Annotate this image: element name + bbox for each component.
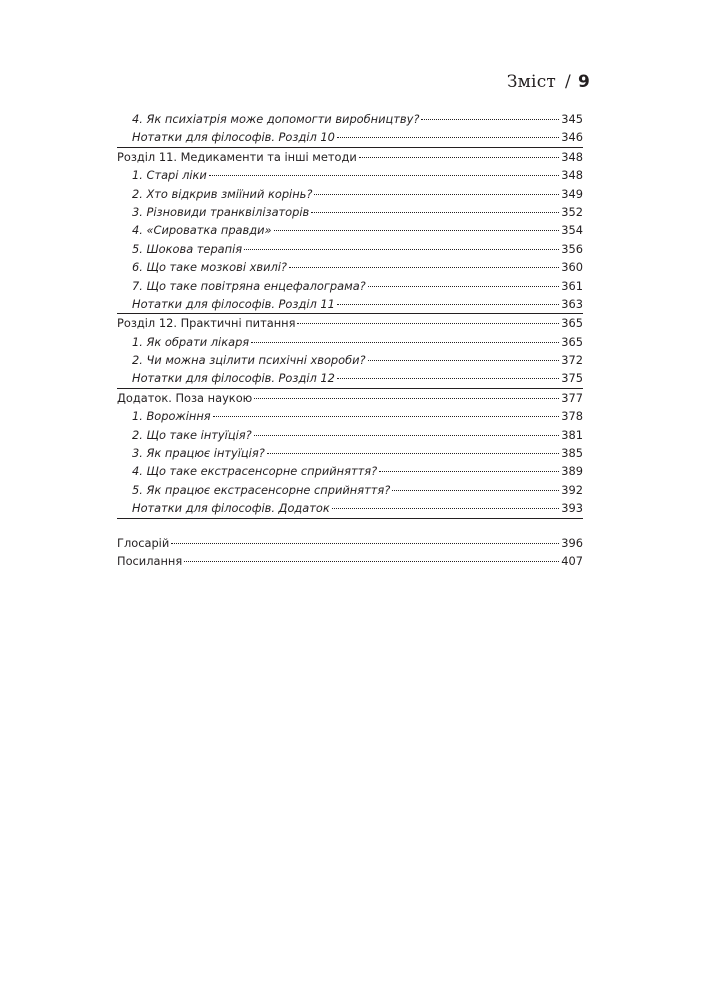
toc-entry-page: 349 [561, 186, 583, 201]
toc-entry-page: 392 [561, 482, 583, 497]
running-header [507, 72, 590, 92]
dot-leader [421, 119, 559, 120]
dot-leader [337, 304, 559, 305]
toc-entry-page: 385 [561, 446, 583, 461]
dot-leader [274, 230, 560, 231]
toc-entry-page: 375 [561, 371, 583, 386]
toc-chapter-page: 365 [561, 316, 583, 331]
toc-entry-title: Нотатки для філософів. Розділ 10 [132, 130, 335, 145]
dot-leader [314, 194, 559, 195]
toc-entry-title: 4. Що таке екстрасенсорне сприйняття? [132, 464, 378, 479]
toc-chapter-page: 377 [561, 390, 583, 405]
toc-chapter-title: Розділ 11. Медикаменти та інші методи [117, 149, 357, 164]
dot-leader [254, 398, 559, 399]
toc-entry-title: 1. Старі ліки [132, 168, 207, 183]
dot-leader [337, 378, 559, 379]
toc-entry-page: 365 [561, 334, 583, 349]
header-separator: / [565, 72, 571, 92]
toc-chapter[interactable] [117, 148, 583, 166]
toc-entry-page: 346 [561, 130, 583, 145]
toc-entry[interactable] [117, 351, 583, 369]
table-of-contents [117, 110, 583, 570]
toc-entry-title: 3. Як працює інтуїція? [132, 446, 265, 461]
toc-chapter-title: Посилання [117, 553, 183, 568]
toc-entry[interactable] [117, 240, 583, 258]
toc-entry[interactable] [117, 295, 583, 313]
toc-entry[interactable] [117, 462, 583, 480]
toc-entry-title: 5. Шокова терапія [132, 241, 243, 256]
toc-chapter-page: 348 [561, 149, 583, 164]
dot-leader [297, 323, 559, 324]
toc-entry-page: 348 [561, 168, 583, 183]
toc-chapter[interactable] [117, 552, 583, 570]
toc-entry[interactable] [117, 185, 583, 203]
toc-chapter-page: 407 [561, 553, 583, 568]
toc-entry-title: 3. Різновиди транквілізаторів [132, 204, 310, 219]
toc-entry[interactable] [117, 128, 583, 146]
toc-entry-title: 2. Хто відкрив зміїний корінь? [132, 186, 313, 201]
dot-leader [379, 471, 559, 472]
toc-entry[interactable] [117, 333, 583, 351]
toc-entry-title: 6. Що таке мозкові хвилі? [132, 260, 287, 275]
toc-entry-page: 393 [561, 501, 583, 516]
toc-entry[interactable] [117, 221, 583, 239]
toc-entry-page: 372 [561, 353, 583, 368]
toc-chapter-title: Глосарій [117, 535, 170, 550]
toc-entry[interactable] [117, 426, 583, 444]
toc-entry[interactable] [117, 166, 583, 184]
toc-entry-title: 1. Як обрати лікаря [132, 334, 250, 349]
toc-entry[interactable] [117, 203, 583, 221]
section-gap [117, 519, 583, 534]
header-title: Зміст [506, 72, 557, 92]
toc-entry-page: 381 [561, 427, 583, 442]
toc-entry-title: 1. Ворожіння [132, 409, 211, 424]
toc-entry-title: 7. Що таке повітряна енцефалограма? [132, 278, 366, 293]
dot-leader [289, 267, 559, 268]
toc-entry[interactable] [117, 110, 583, 128]
toc-entry-page: 360 [561, 260, 583, 275]
toc-entry-page: 378 [561, 409, 583, 424]
toc-entry-title: 5. Як працює екстрасенсорне сприйняття? [132, 482, 391, 497]
dot-leader [337, 137, 559, 138]
toc-entry[interactable] [117, 369, 583, 387]
dot-leader [368, 360, 560, 361]
toc-entry-title: Нотатки для філософів. Розділ 11 [132, 296, 335, 311]
dot-leader [213, 416, 560, 417]
toc-entry[interactable] [117, 444, 583, 462]
toc-entry[interactable] [117, 481, 583, 499]
dot-leader [251, 342, 559, 343]
toc-entry[interactable] [117, 277, 583, 295]
dot-leader [267, 453, 560, 454]
toc-entry-page: 356 [561, 241, 583, 256]
toc-entry-page: 389 [561, 464, 583, 479]
dot-leader [171, 543, 559, 544]
toc-chapter-title: Додаток. Поза наукою [117, 390, 253, 405]
dot-leader [244, 249, 559, 250]
toc-chapter-page: 396 [561, 535, 583, 550]
dot-leader [368, 286, 560, 287]
toc-chapter[interactable] [117, 534, 583, 552]
dot-leader [254, 435, 560, 436]
toc-entry-title: Нотатки для філософів. Додаток [132, 501, 330, 516]
toc-chapter-title: Розділ 12. Практичні питання [117, 316, 296, 331]
toc-entry-page: 354 [561, 223, 583, 238]
toc-entry-title: 2. Що таке інтуїція? [132, 427, 252, 442]
dot-leader [184, 561, 559, 562]
dot-leader [359, 157, 559, 158]
toc-entry-page: 363 [561, 296, 583, 311]
toc-chapter[interactable] [117, 389, 583, 407]
toc-entry-title: 2. Чи можна зцілити психічні хвороби? [132, 353, 366, 368]
toc-entry[interactable] [117, 407, 583, 425]
toc-entry-title: 4. «Сироватка правди» [132, 223, 272, 238]
toc-entry-page: 345 [561, 112, 583, 126]
dot-leader [332, 508, 559, 509]
toc-entry-title: 4. Як психіатрія може допомогти виробництву? [132, 112, 420, 126]
header-page-number: 9 [577, 72, 590, 92]
toc-entry[interactable] [117, 258, 583, 276]
dot-leader [209, 175, 559, 176]
dot-leader [311, 212, 559, 213]
toc-entry-title: Нотатки для філософів. Розділ 12 [132, 371, 335, 386]
toc-entry[interactable] [117, 499, 583, 517]
toc-chapter[interactable] [117, 314, 583, 332]
dot-leader [392, 490, 559, 491]
toc-entry-page: 352 [561, 204, 583, 219]
toc-entry-page: 361 [561, 278, 583, 293]
